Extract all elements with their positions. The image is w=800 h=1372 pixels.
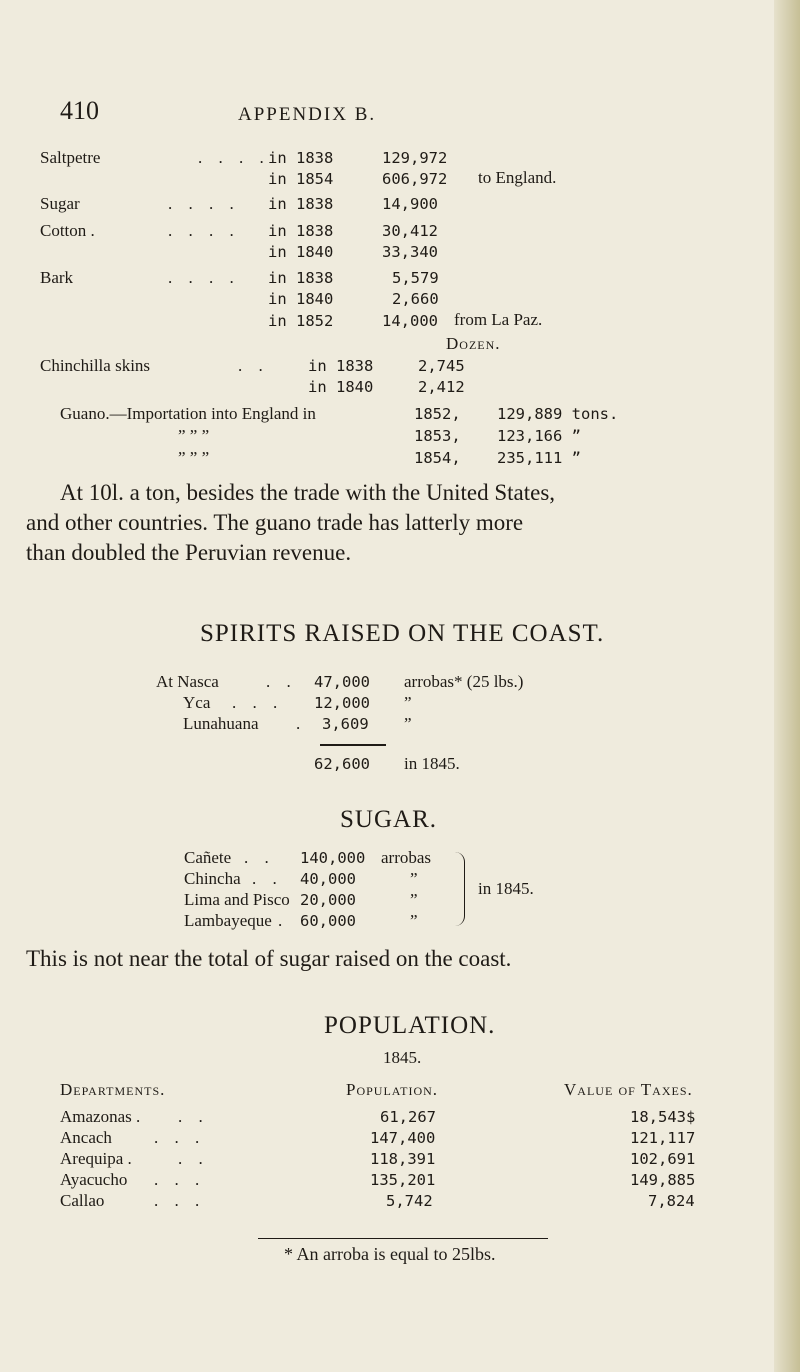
trade-year: in 1838 xyxy=(268,195,334,213)
leader-dots: . xyxy=(296,714,307,733)
trade-year: in 1838 xyxy=(268,149,334,167)
section-title: SPIRITS RAISED ON THE COAST. xyxy=(200,620,605,647)
dept-population: 118,391 xyxy=(370,1150,436,1168)
leader-dots: . xyxy=(278,911,289,930)
spirits-place: At Nasca xyxy=(156,672,219,691)
spirits-unit: ” xyxy=(404,693,412,712)
section-title: SUGAR. xyxy=(340,806,437,833)
paragraph-line: At 10l. a ton, besides the trade with the United States, xyxy=(60,480,556,505)
dept-population: 5,742 xyxy=(386,1192,433,1210)
leader-dots: . . xyxy=(266,672,297,691)
spirits-place: Lunahuana xyxy=(183,714,259,733)
trade-label: Bark xyxy=(40,268,74,287)
guano-year: 1852, xyxy=(414,405,461,423)
sugar-unit: ” xyxy=(410,890,418,909)
leader-dots: . . . . xyxy=(198,148,270,167)
dept-name: Arequipa . xyxy=(60,1149,132,1168)
trade-value: 129,972 xyxy=(382,149,448,167)
trade-value: 14,000 xyxy=(382,312,438,330)
running-head: APPENDIX B. xyxy=(238,104,377,125)
trade-year: in 1840 xyxy=(308,378,374,396)
dept-name: Amazonas . xyxy=(60,1107,141,1126)
sugar-unit: ” xyxy=(410,911,418,930)
column-header: Population. xyxy=(346,1080,439,1099)
dept-population: 147,400 xyxy=(370,1129,436,1147)
spirits-unit: arrobas* (25 lbs.) xyxy=(404,672,524,691)
leader-dots: . . xyxy=(178,1149,209,1168)
trade-label: Saltpetre xyxy=(40,148,101,167)
sugar-unit: arrobas xyxy=(381,848,432,867)
trade-value: 33,340 xyxy=(382,243,438,261)
trade-year: in 1838 xyxy=(268,222,334,240)
dept-taxes: 7,824 xyxy=(648,1192,695,1210)
dept-taxes: 149,885 xyxy=(630,1171,696,1189)
footnote-rule xyxy=(258,1238,548,1239)
dept-taxes: 121,117 xyxy=(630,1129,696,1147)
trade-value: 5,579 xyxy=(392,269,439,287)
leader-dots: . . xyxy=(244,848,275,867)
guano-year: 1853, xyxy=(414,427,461,445)
spirits-value: 12,000 xyxy=(314,694,370,712)
leader-dots: . . . xyxy=(154,1191,206,1210)
sugar-value: 140,000 xyxy=(300,849,366,867)
trade-year: in 1838 xyxy=(308,357,374,375)
dept-name: Callao xyxy=(60,1191,105,1210)
leader-dots: . . xyxy=(252,869,283,888)
sugar-place: Lambayeque xyxy=(184,911,272,930)
dept-name: Ayacucho xyxy=(60,1170,128,1189)
leader-dots: . . . . xyxy=(168,194,240,213)
guano-value: 129,889 tons. xyxy=(497,405,619,423)
trade-value: 2,412 xyxy=(418,378,465,396)
leader-dots: . . . xyxy=(154,1170,206,1189)
trade-label: Sugar xyxy=(40,194,80,213)
dept-population: 135,201 xyxy=(370,1171,436,1189)
trade-label: Chinchilla skins xyxy=(40,356,151,375)
page-number: 410 xyxy=(60,96,99,125)
dept-population: 61,267 xyxy=(380,1108,436,1126)
trade-note: from La Paz. xyxy=(454,310,543,329)
trade-label: Cotton . xyxy=(40,221,95,240)
leader-dots: . . xyxy=(178,1107,209,1126)
ditto-marks: ” ” ” xyxy=(178,448,210,467)
trade-note: to England. xyxy=(478,168,557,187)
guano-year: 1854, xyxy=(414,449,461,467)
population-year: 1845. xyxy=(383,1048,422,1067)
right-brace xyxy=(454,852,465,926)
trade-year: in 1838 xyxy=(268,269,334,287)
ditto-marks: ” ” ” xyxy=(178,426,210,445)
sugar-bracket-note: in 1845. xyxy=(478,879,534,898)
dept-taxes: 102,691 xyxy=(630,1150,696,1168)
sugar-place: Lima and Pisco xyxy=(184,890,290,909)
guano-label: Guano.—Importation into England in xyxy=(60,404,316,423)
trade-value: 14,900 xyxy=(382,195,438,213)
spirits-value: 47,000 xyxy=(314,673,370,691)
paragraph-line: and other countries. The guano trade has latterly more xyxy=(26,510,524,535)
sugar-value: 20,000 xyxy=(300,891,356,909)
dozen-heading: Dozen. xyxy=(446,334,501,353)
leader-dots: . . . . xyxy=(168,221,240,240)
section-title: POPULATION. xyxy=(324,1012,496,1039)
trade-year: in 1840 xyxy=(268,290,334,308)
paragraph-line: than doubled the Peruvian revenue. xyxy=(26,540,352,565)
trade-value: 2,660 xyxy=(392,290,439,308)
column-header: Value of Taxes. xyxy=(564,1080,693,1099)
sugar-place: Cañete xyxy=(184,848,232,867)
leader-dots: . . xyxy=(238,356,269,375)
trade-year: in 1852 xyxy=(268,312,334,330)
dept-name: Ancach xyxy=(60,1128,112,1147)
sugar-place: Chincha xyxy=(184,869,241,888)
sugar-value: 60,000 xyxy=(300,912,356,930)
spirits-total: 62,600 xyxy=(314,755,370,773)
spirits-unit: ” xyxy=(404,714,412,733)
guano-value: 235,111 ” xyxy=(497,449,581,467)
trade-year: in 1854 xyxy=(268,170,334,188)
spirits-total-note: in 1845. xyxy=(404,754,460,773)
leader-dots: . . . . xyxy=(168,268,240,287)
leader-dots: . . . xyxy=(154,1128,206,1147)
page-edge xyxy=(774,0,800,1372)
trade-value: 30,412 xyxy=(382,222,438,240)
paragraph-sugar-total: This is not near the total of sugar raised on the coast. xyxy=(26,946,512,971)
trade-value: 2,745 xyxy=(418,357,465,375)
spirits-place: Yca xyxy=(183,693,211,712)
trade-year: in 1840 xyxy=(268,243,334,261)
dept-taxes: 18,543$ xyxy=(630,1108,696,1126)
spirits-value: 3,609 xyxy=(322,715,369,733)
sugar-value: 40,000 xyxy=(300,870,356,888)
trade-value: 606,972 xyxy=(382,170,448,188)
leader-dots: . . . xyxy=(232,693,284,712)
footnote: * An arroba is equal to 25lbs. xyxy=(284,1244,496,1264)
column-header: Departments. xyxy=(60,1080,166,1099)
guano-value: 123,166 ” xyxy=(497,427,581,445)
sum-rule xyxy=(320,744,386,746)
sugar-unit: ” xyxy=(410,869,418,888)
